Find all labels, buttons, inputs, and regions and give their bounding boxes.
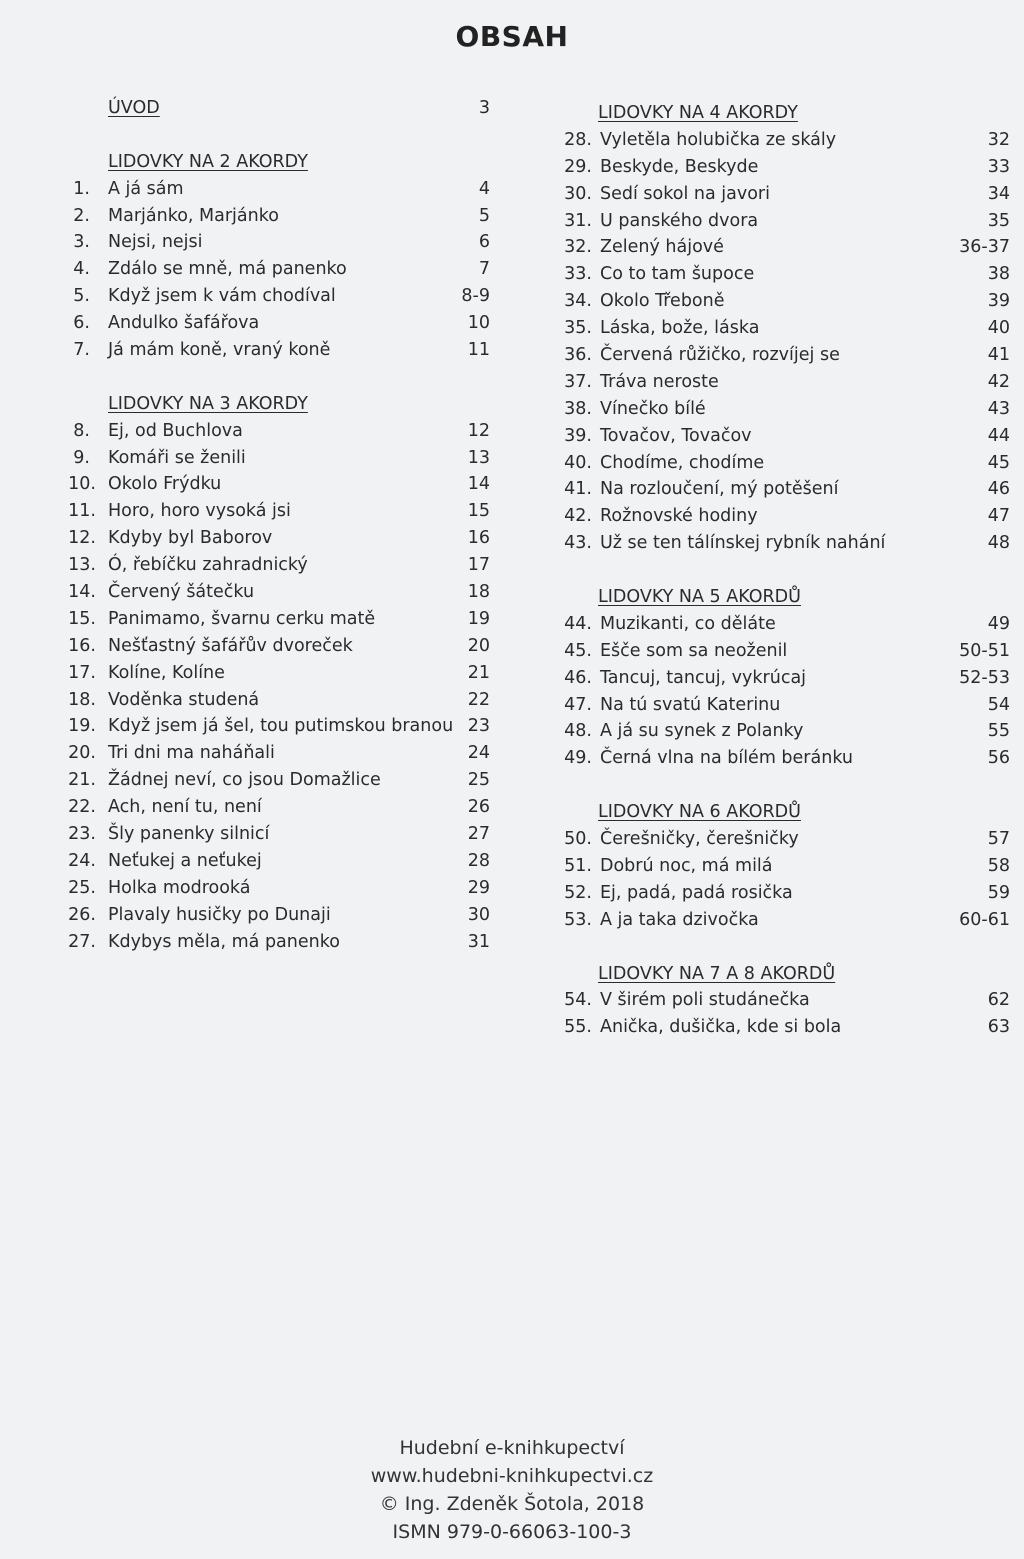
entry-title: Červená růžičko, rozvíjej se: [600, 345, 840, 366]
toc-entry[interactable]: [558, 692, 1018, 719]
entry-number: 45.: [564, 640, 592, 661]
entry-page: 44: [987, 425, 1010, 446]
toc-entry[interactable]: [68, 229, 508, 256]
footer-copyright: © Ing. Zdeněk Šotola, 2018: [379, 1493, 645, 1515]
entry-number: 1.: [73, 178, 90, 199]
entry-number: 31.: [564, 210, 592, 231]
section-heading: LIDOVKY NA 6 AKORDŮ: [598, 802, 801, 823]
toc-entry[interactable]: [558, 530, 1018, 557]
toc-entry[interactable]: [558, 127, 1018, 154]
entry-number: 38.: [564, 398, 592, 419]
entry-number: 2.: [73, 205, 90, 226]
entry-page: 8-9: [461, 286, 490, 307]
entry-number: 4.: [73, 259, 90, 280]
entry-title: Ej, od Buchlova: [108, 420, 243, 441]
entry-number: 21.: [68, 770, 96, 791]
entry-number: 6.: [73, 313, 90, 334]
entry-number: 25.: [68, 877, 96, 898]
toc-entry[interactable]: [558, 853, 1018, 880]
entry-title: Beskyde, Beskyde: [600, 156, 759, 177]
entry-page: 49: [987, 613, 1010, 634]
section-heading: LIDOVKY NA 5 AKORDŮ: [598, 587, 801, 608]
entry-title: Na tú svatú Katerinu: [600, 694, 781, 715]
entry-number: 26.: [68, 904, 96, 925]
entry-number: 28.: [564, 129, 592, 150]
toc-entry[interactable]: [558, 450, 1018, 477]
toc-entry[interactable]: [558, 154, 1018, 181]
entry-title: Ó, řebíčku zahradnický: [108, 555, 308, 576]
entry-page: 43: [987, 398, 1010, 419]
entry-page: 11: [467, 340, 490, 361]
entry-page: 4: [478, 178, 490, 199]
entry-number: 55.: [564, 1017, 592, 1038]
footer: [0, 1434, 1024, 1546]
toc-entry[interactable]: [558, 208, 1018, 235]
entry-page: 16: [467, 528, 490, 549]
entry-number: 10.: [68, 474, 96, 495]
entry-title: Červený šátečku: [108, 582, 255, 603]
toc-entry[interactable]: [558, 423, 1018, 450]
entry-title: Plavaly husičky po Dunaji: [108, 904, 331, 925]
entry-number: 39.: [564, 425, 592, 446]
entry-number: 34.: [564, 291, 592, 312]
entry-page: 58: [987, 855, 1010, 876]
entry-number: 20.: [68, 743, 96, 764]
toc-entry[interactable]: [558, 181, 1018, 208]
entry-title: Vínečko bílé: [600, 398, 706, 419]
toc-entry[interactable]: [68, 660, 508, 687]
toc-entry[interactable]: [68, 337, 508, 364]
entry-number: 50.: [564, 829, 592, 850]
toc-entry[interactable]: [68, 256, 508, 283]
entry-page: 50-51: [959, 640, 1010, 661]
entry-number: 16.: [68, 635, 96, 656]
entry-page: 13: [467, 447, 490, 468]
toc-entry[interactable]: [68, 875, 508, 902]
entry-number: 43.: [564, 533, 592, 554]
entry-page: 38: [987, 264, 1010, 285]
entry-title: Nejsi, nejsi: [108, 232, 203, 253]
entry-page: 32: [987, 129, 1010, 150]
entry-page: 41: [987, 345, 1010, 366]
entry-number: 46.: [564, 667, 592, 688]
footer-ismn: ISMN 979-0-66063-100-3: [392, 1521, 632, 1543]
toc-entry[interactable]: [68, 902, 508, 929]
entry-title: Sedí sokol na javori: [600, 183, 770, 204]
toc-entry[interactable]: [558, 503, 1018, 530]
entry-title: Co to tam šupoce: [600, 264, 755, 285]
entry-page: 12: [467, 420, 490, 441]
entry-title: Ešče som sa neoženil: [600, 640, 788, 661]
intro-label: ÚVOD: [108, 98, 160, 118]
entry-title: A ja taka dzivočka: [600, 909, 759, 930]
entry-title: Kolíne, Kolíne: [108, 662, 225, 683]
section-heading: LIDOVKY NA 3 AKORDY: [108, 393, 308, 414]
entry-page: 20: [467, 635, 490, 656]
entry-title: Na rozloučení, mý potěšení: [600, 479, 839, 500]
entry-number: 35.: [564, 318, 592, 339]
entry-page: 62: [987, 990, 1010, 1011]
entry-number: 33.: [564, 264, 592, 285]
toc-entry[interactable]: [558, 261, 1018, 288]
entry-title: Nešťastný šafářův dvoreček: [108, 635, 353, 656]
entry-page: 36-37: [959, 237, 1010, 258]
entry-title: Já mám koně, vraný koně: [108, 340, 331, 361]
entry-page: 56: [987, 748, 1010, 769]
entry-page: 33: [987, 156, 1010, 177]
entry-page: 48: [987, 533, 1010, 554]
entry-title: Andulko šafářova: [108, 313, 260, 334]
entry-title: Dobrú noc, má milá: [600, 855, 773, 876]
entry-title: A já sám: [108, 178, 184, 199]
entry-number: 7.: [73, 340, 90, 361]
entry-page: 60-61: [959, 909, 1010, 930]
entry-number: 54.: [564, 990, 592, 1011]
entry-page: 40: [987, 318, 1010, 339]
entry-page: 24: [467, 743, 490, 764]
entry-page: 6: [478, 232, 490, 253]
entry-title: Voděnka studená: [108, 689, 260, 710]
entry-number: 15.: [68, 608, 96, 629]
entry-title: Šly panenky silnicí: [108, 824, 270, 845]
toc-entry[interactable]: [558, 396, 1018, 423]
entry-number: 29.: [564, 156, 592, 177]
entry-title: Muzikanti, co děláte: [600, 613, 776, 634]
toc-entry[interactable]: [68, 713, 508, 740]
entry-page: 27: [467, 824, 490, 845]
entry-title: Ach, není tu, není: [108, 797, 262, 818]
entry-title: Tri dni ma naháňali: [108, 743, 275, 764]
toc-entry[interactable]: [68, 633, 508, 660]
entry-number: 44.: [564, 613, 592, 634]
entry-title: Černá vlna na bílém beránku: [600, 748, 854, 769]
entry-page: 52-53: [959, 667, 1010, 688]
entry-number: 8.: [73, 420, 90, 441]
entry-page: 54: [987, 694, 1010, 715]
entry-page: 14: [467, 474, 490, 495]
section-heading: LIDOVKY NA 4 AKORDY: [598, 103, 798, 123]
entry-title: Neťukej a neťukej: [108, 850, 262, 871]
entry-number: 24.: [68, 850, 96, 871]
toc-entry[interactable]: [558, 234, 1018, 261]
entry-title: Horo, horo vysoká jsi: [108, 501, 291, 522]
entry-page: 29: [467, 877, 490, 898]
entry-title: Okolo Třeboně: [600, 291, 725, 312]
toc-entry[interactable]: [68, 498, 508, 525]
entry-title: Chodíme, chodíme: [600, 452, 765, 473]
entry-number: 19.: [68, 716, 96, 737]
entry-number: 30.: [564, 183, 592, 204]
entry-page: 10: [467, 313, 490, 334]
toc-entry[interactable]: [558, 476, 1018, 503]
entry-page: 21: [467, 662, 490, 683]
entry-title: Žádnej neví, co jsou Domažlice: [108, 770, 381, 791]
entry-page: 55: [987, 721, 1010, 742]
toc-entry[interactable]: [68, 445, 508, 472]
toc-entry[interactable]: [68, 929, 508, 956]
entry-title: Zelený hájové: [600, 237, 724, 258]
intro-row: [68, 95, 508, 122]
toc-entry[interactable]: [558, 880, 1018, 907]
toc-entry[interactable]: [68, 794, 508, 821]
toc-entry[interactable]: [558, 369, 1018, 396]
toc-entry[interactable]: [558, 665, 1018, 692]
toc-entry[interactable]: [558, 718, 1018, 745]
entry-title: A já su synek z Polanky: [600, 721, 804, 742]
entry-page: 42: [987, 371, 1010, 392]
toc-entry[interactable]: [68, 176, 508, 203]
entry-number: 9.: [73, 447, 90, 468]
entry-page: 35: [987, 210, 1010, 231]
section-heading: LIDOVKY NA 2 AKORDY: [108, 151, 308, 172]
entry-title: Čerešničky, čerešničky: [600, 829, 799, 850]
right-column: [558, 100, 1018, 1041]
entry-number: 22.: [68, 797, 96, 818]
entry-title: Když jsem k vám chodíval: [108, 286, 336, 307]
toc-entry[interactable]: [68, 740, 508, 767]
toc-entry[interactable]: [68, 310, 508, 337]
right-sections: [558, 100, 1018, 1041]
entry-page: 30: [467, 904, 490, 925]
toc-entry[interactable]: [68, 579, 508, 606]
entry-page: 22: [467, 689, 490, 710]
entry-title: V širém poli studánečka: [600, 990, 810, 1011]
toc-entry[interactable]: [68, 767, 508, 794]
entry-title: Láska, bože, láska: [600, 318, 760, 339]
entry-number: 12.: [68, 528, 96, 549]
entry-page: 31: [467, 931, 490, 952]
entry-page: 23: [467, 716, 490, 737]
toc-entry[interactable]: [68, 552, 508, 579]
entry-title: Kdyby byl Baborov: [108, 528, 273, 549]
toc-entry[interactable]: [68, 606, 508, 633]
entry-number: 48.: [564, 721, 592, 742]
entry-title: Okolo Frýdku: [108, 474, 222, 495]
entry-page: 15: [467, 501, 490, 522]
entry-page: 45: [987, 452, 1010, 473]
entry-title: Holka modrooká: [108, 877, 251, 898]
entry-number: 23.: [68, 824, 96, 845]
toc-entry[interactable]: [68, 525, 508, 552]
entry-title: Kdybys měla, má panenko: [108, 931, 340, 952]
entry-page: 19: [467, 608, 490, 629]
entry-page: 5: [478, 205, 490, 226]
toc-entry[interactable]: [68, 687, 508, 714]
entry-page: 18: [467, 582, 490, 603]
entry-title: Komáři se ženili: [108, 447, 246, 468]
entry-page: 59: [987, 882, 1010, 903]
entry-number: 37.: [564, 371, 592, 392]
footer-publisher: Hudební e-knihkupectví: [399, 1437, 625, 1459]
toc-entry[interactable]: [558, 826, 1018, 853]
toc-entry[interactable]: [68, 471, 508, 498]
toc-entry[interactable]: [68, 848, 508, 875]
entry-number: 5.: [73, 286, 90, 307]
entry-page: 47: [987, 506, 1010, 527]
entry-number: 13.: [68, 555, 96, 576]
entry-number: 27.: [68, 931, 96, 952]
toc-entry[interactable]: [558, 1014, 1018, 1041]
entry-page: 26: [467, 797, 490, 818]
entry-page: 63: [987, 1017, 1010, 1038]
entry-page: 17: [467, 555, 490, 576]
page-title: OBSAH: [455, 20, 569, 53]
entry-number: 40.: [564, 452, 592, 473]
toc-entry[interactable]: [558, 907, 1018, 934]
entry-title: Už se ten tálínskej rybník nahání: [600, 533, 886, 554]
entry-page: 39: [987, 291, 1010, 312]
entry-number: 36.: [564, 345, 592, 366]
toc-entry[interactable]: [558, 315, 1018, 342]
entry-number: 32.: [564, 237, 592, 258]
entry-page: 28: [467, 850, 490, 871]
entry-title: Anička, dušička, kde si bola: [600, 1017, 842, 1038]
entry-number: 52.: [564, 882, 592, 903]
entry-title: Rožnovské hodiny: [600, 506, 758, 527]
entry-number: 47.: [564, 694, 592, 715]
entry-page: 34: [987, 183, 1010, 204]
footer-website: www.hudebni-knihkupectvi.cz: [370, 1465, 654, 1487]
toc-entry[interactable]: [558, 611, 1018, 638]
entry-number: 49.: [564, 748, 592, 769]
toc-entry[interactable]: [558, 745, 1018, 772]
toc-entry[interactable]: [68, 203, 508, 230]
entry-title: Ej, padá, padá rosička: [600, 882, 793, 903]
entry-page: 57: [987, 829, 1010, 850]
entry-title: Vyletěla holubička ze skály: [600, 129, 837, 150]
entry-title: Tancuj, tancuj, vykrúcaj: [600, 667, 807, 688]
entry-title: U panského dvora: [600, 210, 759, 231]
entry-title: Marjánko, Marjánko: [108, 205, 279, 226]
entry-number: 17.: [68, 662, 96, 683]
entry-title: Panimamo, švarnu cerku matě: [108, 608, 376, 629]
left-column: [68, 95, 508, 956]
entry-number: 42.: [564, 506, 592, 527]
entry-title: Zdálo se mně, má panenko: [108, 259, 347, 280]
entry-number: 51.: [564, 855, 592, 876]
toc-entry[interactable]: [558, 288, 1018, 315]
intro-page: 3: [478, 98, 490, 118]
entry-title: Když jsem já šel, tou putimskou branou: [108, 716, 454, 737]
entry-number: 41.: [564, 479, 592, 500]
left-sections: [68, 149, 508, 956]
toc-entry[interactable]: [558, 638, 1018, 665]
entry-title: Tovačov, Tovačov: [600, 425, 752, 446]
entry-number: 3.: [73, 232, 90, 253]
toc-entry[interactable]: [68, 418, 508, 445]
entry-page: 25: [467, 770, 490, 791]
entry-title: Tráva neroste: [600, 371, 719, 392]
entry-page: 46: [987, 479, 1010, 500]
toc-entry[interactable]: [558, 987, 1018, 1014]
toc-entry[interactable]: [558, 342, 1018, 369]
entry-number: 14.: [68, 582, 96, 603]
entry-number: 53.: [564, 909, 592, 930]
entry-number: 18.: [68, 689, 96, 710]
section-heading: LIDOVKY NA 7 A 8 AKORDŮ: [598, 963, 836, 984]
entry-page: 7: [478, 259, 490, 280]
toc-entry[interactable]: [68, 821, 508, 848]
entry-number: 11.: [68, 501, 96, 522]
toc-entry[interactable]: [68, 283, 508, 310]
